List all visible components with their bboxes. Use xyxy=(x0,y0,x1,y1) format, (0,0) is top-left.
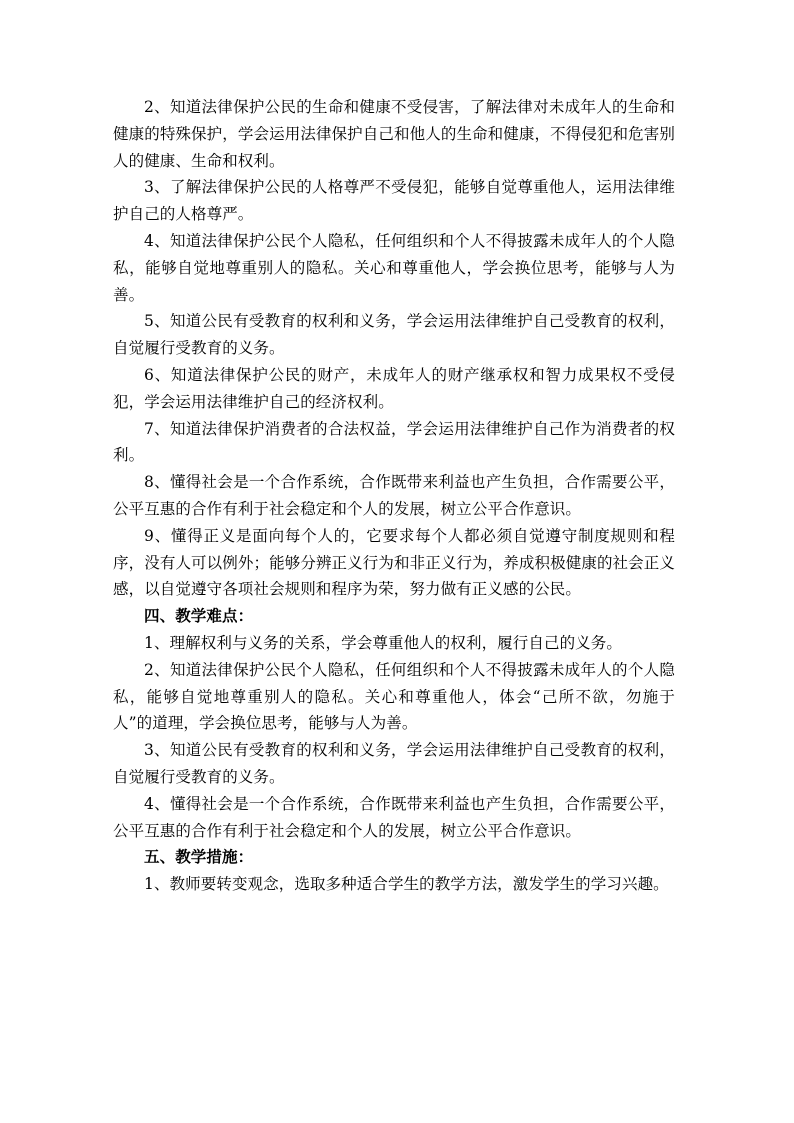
objective-item-9: 9、懂得正义是面向每个人的，它要求每个人都必须自觉遵守制度规则和程序，没有人可以例外；能够分辨正义行为和非正义行为，养成积极健康的社会正义感，以自觉遵守各项社会规则和程序为荣，努力做有正义感的公民。 xyxy=(113,526,675,599)
objective-item-5: 5、知道公民有受教育的权利和义务，学会运用法律维护自己受教育的权利，自觉履行受教育的义务。 xyxy=(113,312,675,358)
objective-item-8: 8、懂得社会是一个合作系统，合作既带来利益也产生负担，合作需要公平，公平互惠的合作有利于社会稳定和个人的发展，树立公平合作意识。 xyxy=(113,473,675,518)
objective-item-6: 6、知道法律保护公民的财产，未成年人的财产继承权和智力成果权不受侵犯，学会运用法律维护自己的经济权利。 xyxy=(113,365,675,411)
difficulty-item-1: 1、理解权利与义务的关系，学会尊重他人的权利，履行自己的义务。 xyxy=(144,633,622,652)
measure-item-1: 1、教师要转变观念，选取多种适合学生的教学方法，激发学生的学习兴趣。 xyxy=(144,875,669,894)
objective-item-2: 2、知道法律保护公民的生命和健康不受侵害，了解法律对未成年人的生命和健康的特殊保护，学会运用法律保护自己和他人的生命和健康，不得侵犯和危害别人的健康、生命和权利。 xyxy=(113,98,675,170)
section-heading-measures: 五、教学措施： xyxy=(144,847,254,867)
difficulty-item-3: 3、知道公民有受教育的权利和义务，学会运用法律维护自己受教育的权利，自觉履行受教育的义务。 xyxy=(113,741,675,786)
objective-item-3: 3、了解法律保护公民的人格尊严不受侵犯，能够自觉尊重他人，运用法律维护自己的人格尊严。 xyxy=(113,178,675,224)
section-heading-difficulties: 四、教学难点： xyxy=(144,606,254,626)
document-body xyxy=(113,94,675,898)
difficulty-item-2: 2、知道法律保护公民个人隐私，任何组织和个人不得披露未成年人的个人隐私，能够自觉地尊重别人的隐私。关心和尊重他人，体会“己所不欲，勿施于人”的道理，学会换位思考，能够与人为善。 xyxy=(113,660,675,733)
objective-item-4: 4、知道法律保护公民个人隐私，任何组织和个人不得披露未成年人的个人隐私，能够自觉地尊重别人的隐私。关心和尊重他人，学会换位思考，能够与人为善。 xyxy=(113,231,675,304)
objective-item-7: 7、知道法律保护消费者的合法权益，学会运用法律维护自己作为消费者的权利。 xyxy=(113,419,675,465)
difficulty-item-4: 4、懂得社会是一个合作系统，合作既带来利益也产生负担，合作需要公平，公平互惠的合作有利于社会稳定和个人的发展，树立公平合作意识。 xyxy=(113,794,675,840)
